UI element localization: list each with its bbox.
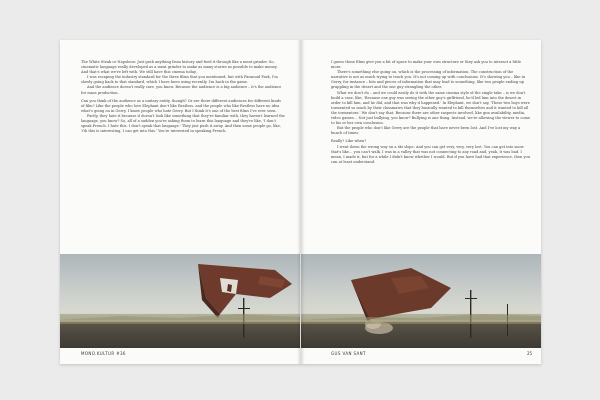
left-paragraph-3: And the audience doesn't really care, you know. Because the audience is a big audience – it's the audience for mass production. (81, 85, 282, 95)
right-page-body-text (331, 60, 531, 165)
left-paragraph-5: Partly, they hate it because it doesn't look like something that they're familiar with, they haven't learned the language, you know? So, all of a sudden you're asking them to learn this language and they're like, 'I don't speak French. I hate this. I don't speak that language.' They just push it away. And then some people go, like, 'Oh this is interesting, I can get into this.' You're interested in speaking French. (81, 113, 285, 134)
right-paragraph-4: But the people who don't like Gerry are the people that have never been lost. And I've lost my way a bunch of times. (331, 126, 521, 136)
right-page (301, 40, 541, 364)
photo-left-half (60, 254, 300, 348)
right-paragraph-2: There's something else going on, which is the processing of information. The construction of the narrative is not as much trying to teach you. It's not coming up with conclusions. It's showing you – like in Gerry, for instance – bits and pieces of information that may lead to something, like two people ending up grappling in the desert and the one guy strangling the other. (331, 70, 526, 90)
right-paragraph-3: What we don't do – and we could easily do it with the same cinema style of the single take – is we don't build a case, like, 'Because one guy was seeing the other guy's girlfriend, he'd led him into the desert in order to kill him, and he did, and that was why it happened.' In Elephant, we don't say, 'These two boys were tormented so much by their classmates that they basically wanted to kill themselves and it wanted to kill all the tormentors.' We don't say that. Because there are other suspects involved, like gun availability, media, video games… Not just bullying, you know? Bullying is one thing. Instead, we're allowing the viewer to come to his or her own conclusion. (331, 90, 531, 126)
photo-right-half (301, 254, 541, 348)
rusted-sculpture-graphic (60, 254, 300, 348)
left-paragraph-2: I was escaping the industry standard for the three films that you mentioned, but with Paranoid Park, I'm slowly going back to that standard, which I have been using recently. I'm back in the game. (81, 75, 278, 85)
left-footer: MONO.KULTUR #36 (81, 351, 126, 356)
spine-gutter (297, 40, 305, 364)
rusted-sculpture-falling-graphic (301, 254, 541, 348)
left-page (60, 40, 300, 364)
magazine-spread (60, 40, 541, 364)
right-footer: GUS VAN SANT (331, 351, 366, 356)
right-paragraph-6: I went down the wrong way on a ski slope. And you can get very, very, very lost. You can get into snow that's like… you can't walk. I was in a valley that was not connecting to any road and, yeah, it was bad. I mean, I made it, but for a while I didn't know whether I would. But if you have had that experience, then you can at least understand. (331, 144, 530, 164)
left-page-body-text (81, 60, 285, 134)
left-paragraph-4: Can you think of the audience as a unitary entity, though? Or are there different audiences for different kinds of film? Like the people who love Elephant don't like Restless, and the people who like Restless have no idea what's going on in Gerry. I know people who hate Gerry. But I think it's one of the best films I've ever seen. (81, 98, 281, 113)
page-number: 25 (527, 351, 533, 356)
left-paragraph-1: The White Steak or Napoleon: Just grab anything from history and feed it through like a meat grinder. So, cinematic language really developed as a meat grinder to make as many stories as possible to make money. And that's what we're left with. We still have this cinema today. (81, 60, 278, 75)
right-paragraph-1: I guess those films give you a bit of space to make your own structure or they ask you to interact a little more. (331, 60, 521, 70)
right-paragraph-5: Really? Like when? (331, 139, 367, 144)
